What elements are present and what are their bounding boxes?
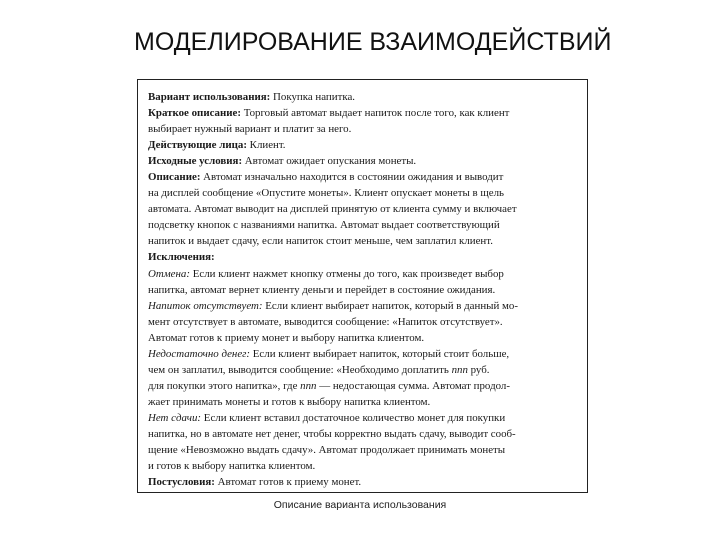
doc-text: Клиент. — [246, 139, 286, 152]
doc-label: Краткое описание: — [148, 107, 242, 120]
figure-caption: Описание варианта использования — [273, 499, 447, 511]
doc-line — [148, 410, 581, 426]
doc-variable: ппп — [451, 363, 468, 376]
doc-line — [148, 314, 581, 330]
doc-text: напитка, но в автомате нет денег, чтобы корректно выдать сдачу, выводит сооб- — [148, 427, 516, 440]
doc-label: Нет сдачи: — [148, 411, 202, 424]
doc-line — [148, 153, 581, 169]
use-case-text — [148, 89, 581, 490]
doc-text: щение «Невозможно выдать сдачу». Автомат продолжает принимать монеты — [148, 444, 506, 457]
doc-text: чем он заплатил, выводится сообщение: «Необходимо доплатить — [148, 363, 452, 376]
doc-text: жает принимать монеты и готов к выбору напитка клиентом. — [148, 395, 431, 408]
doc-line — [148, 458, 581, 474]
doc-text: на дисплей сообщение «Опустите монеты». Клиент опускает монеты в щель — [148, 187, 505, 200]
doc-line — [148, 298, 581, 314]
doc-label: Описание: — [148, 171, 201, 184]
doc-label: Вариант использования: — [148, 91, 271, 103]
doc-text: Если клиент выбирает напиток, который в данный мо- — [262, 299, 518, 312]
slide-title: МОДЕЛИРОВАНИЕ ВЗАИМОДЕЙСТВИЙ — [134, 28, 612, 56]
doc-text: и готов к выбору напитка клиентом. — [148, 460, 316, 473]
doc-label: Исходные условия: — [148, 155, 243, 168]
doc-line — [148, 330, 581, 346]
doc-text: Автомат готов к приему монет и выбору напитка клиентом. — [148, 331, 425, 344]
doc-line — [148, 474, 581, 490]
doc-line — [148, 233, 581, 249]
doc-line — [148, 282, 581, 298]
doc-line — [148, 346, 581, 362]
doc-line — [148, 169, 581, 185]
doc-text: Торговый автомат выдает напиток после того, как клиент — [241, 107, 510, 120]
doc-text: выбирает нужный вариант и платит за него. — [148, 123, 352, 136]
doc-text: Покупка напитка. — [270, 91, 356, 103]
doc-text: для покупки этого напитка», где — [148, 379, 301, 392]
doc-line — [148, 201, 581, 217]
document-frame — [137, 79, 588, 493]
doc-text: автомата. Автомат выводит на дисплей принятую от клиента сумму и включает — [148, 203, 517, 216]
doc-label: Недостаточно денег: — [148, 347, 251, 360]
doc-text: Автомат ожидает опускания монеты. — [242, 155, 417, 168]
doc-variable: ппп — [300, 379, 317, 392]
doc-text: Если клиент выбирает напиток, который стоит больше, — [250, 347, 510, 360]
doc-line — [148, 442, 581, 458]
doc-line — [148, 89, 581, 105]
doc-line — [148, 426, 581, 442]
doc-text: Автомат изначально находится в состоянии ожидания и выводит — [200, 171, 504, 184]
doc-text: Если клиент вставил достаточное количество монет для покупки — [201, 411, 506, 424]
doc-text: подсветку кнопок с названиями напитка. Автомат выдает соответствующий — [148, 219, 500, 232]
doc-text: Если клиент нажмет кнопку отмены до того, как произведет выбор — [190, 267, 504, 280]
doc-text: напиток и выдает сдачу, если напиток стоит меньше, чем заплатил клиент. — [148, 235, 493, 248]
doc-label: Напиток отсутствует: — [148, 299, 263, 312]
doc-line — [148, 185, 581, 201]
doc-label: Постусловия: — [148, 476, 215, 489]
doc-line — [148, 378, 581, 394]
doc-line — [148, 362, 581, 378]
doc-line — [148, 217, 581, 233]
doc-text: руб. — [467, 363, 490, 376]
doc-line — [148, 394, 581, 410]
doc-label: Отмена: — [148, 267, 190, 280]
doc-line — [148, 121, 581, 137]
doc-text: Автомат готов к приему монет. — [214, 476, 362, 489]
doc-line — [148, 105, 581, 121]
doc-label: Действующие лица: — [148, 139, 247, 152]
doc-line — [148, 249, 581, 265]
doc-label: Исключения: — [148, 251, 215, 264]
doc-text: — недостающая сумма. Автомат продол- — [316, 379, 510, 392]
doc-text: мент отсутствует в автомате, выводится сообщение: «Напиток отсутствует». — [148, 315, 503, 328]
doc-line — [148, 266, 581, 282]
doc-line — [148, 137, 581, 153]
doc-text: напитка, автомат вернет клиенту деньги и перейдет в состояние ожидания. — [148, 283, 496, 296]
